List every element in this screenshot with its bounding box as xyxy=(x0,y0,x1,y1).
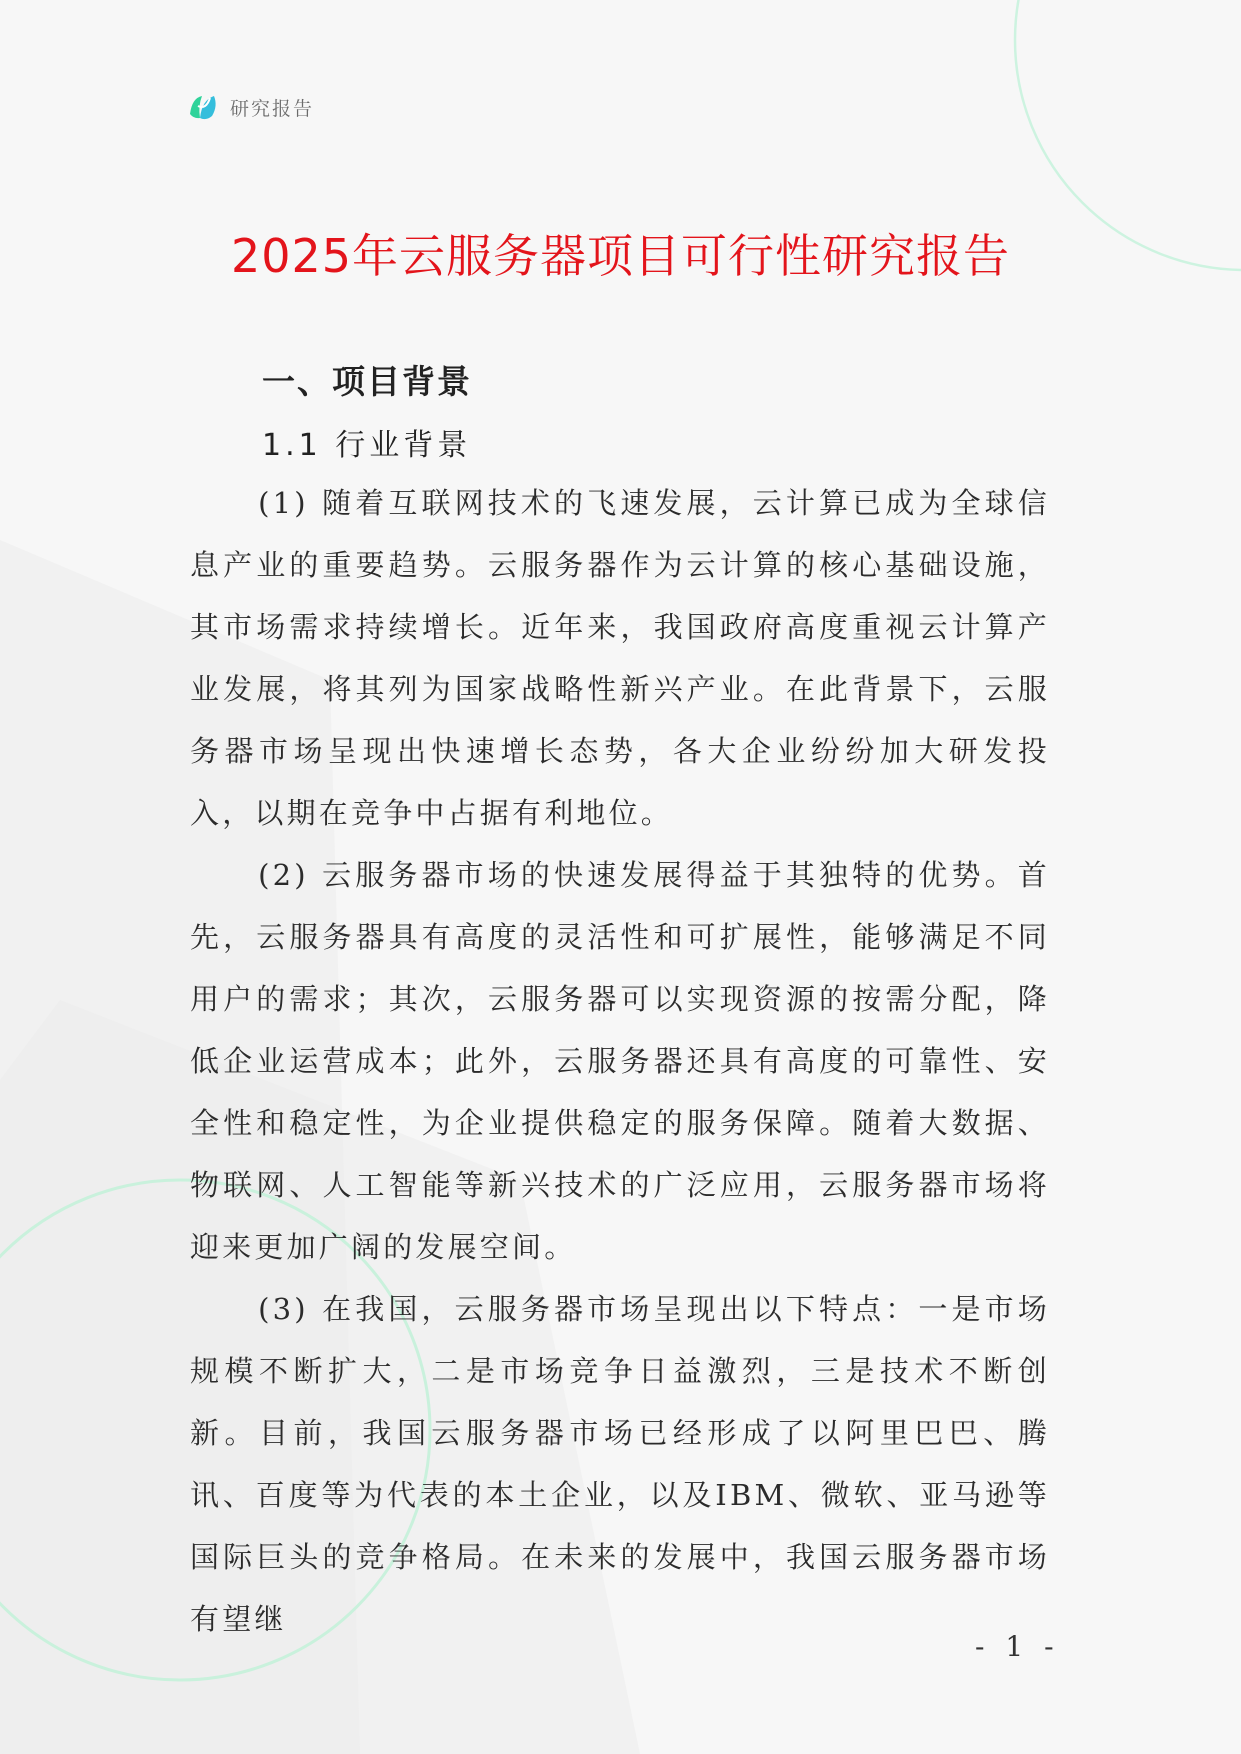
paragraph-3: (3) 在我国，云服务器市场呈现出以下特点：一是市场规模不断扩大，二是市场竞争日益激烈，三是技术不断创新。目前，我国云服务器市场已经形成了以阿里巴巴、腾讯、百度等为代表的本土企业，以及IBM、微软、亚马逊等国际巨头的竞争格局。在未来的发展中，我国云服务器市场有望继 xyxy=(190,1292,1050,1636)
paragraph-2: (2) 云服务器市场的快速发展得益于其独特的优势。首先，云服务器具有高度的灵活性和可扩展性，能够满足不同用户的需求；其次，云服务器可以实现资源的按需分配，降低企业运营成本；此外，云服务器还具有高度的可靠性、安全性和稳定性，为企业提供稳定的服务保障。随着大数据、物联网、人工智能等新兴技术的广泛应用，云服务器市场将迎来更加广阔的发展空间。 xyxy=(190,858,1050,1264)
section-heading: 一、项目背景 xyxy=(262,362,472,401)
paragraph-1: (1) 随着互联网技术的飞速发展，云计算已成为全球信息产业的重要趋势。云服务器作为云计算的核心基础设施，其市场需求持续增长。近年来，我国政府高度重视云计算产业发展，将其列为国家战略性新兴产业。在此背景下，云服务器市场呈现出快速增长态势，各大企业纷纷加大研发投入，以期在竞争中占据有利地位。 xyxy=(190,486,1050,830)
page-number: - 1 - xyxy=(975,1630,1060,1663)
body-text xyxy=(190,472,1050,1650)
document-title: 2025年云服务器项目可行性研究报告 xyxy=(230,229,1011,283)
leaf-logo-icon xyxy=(188,92,222,122)
header-brand xyxy=(188,90,314,124)
brand-text: 研究报告 xyxy=(230,97,315,120)
subsection-heading: 1.1 行业背景 xyxy=(262,428,472,463)
